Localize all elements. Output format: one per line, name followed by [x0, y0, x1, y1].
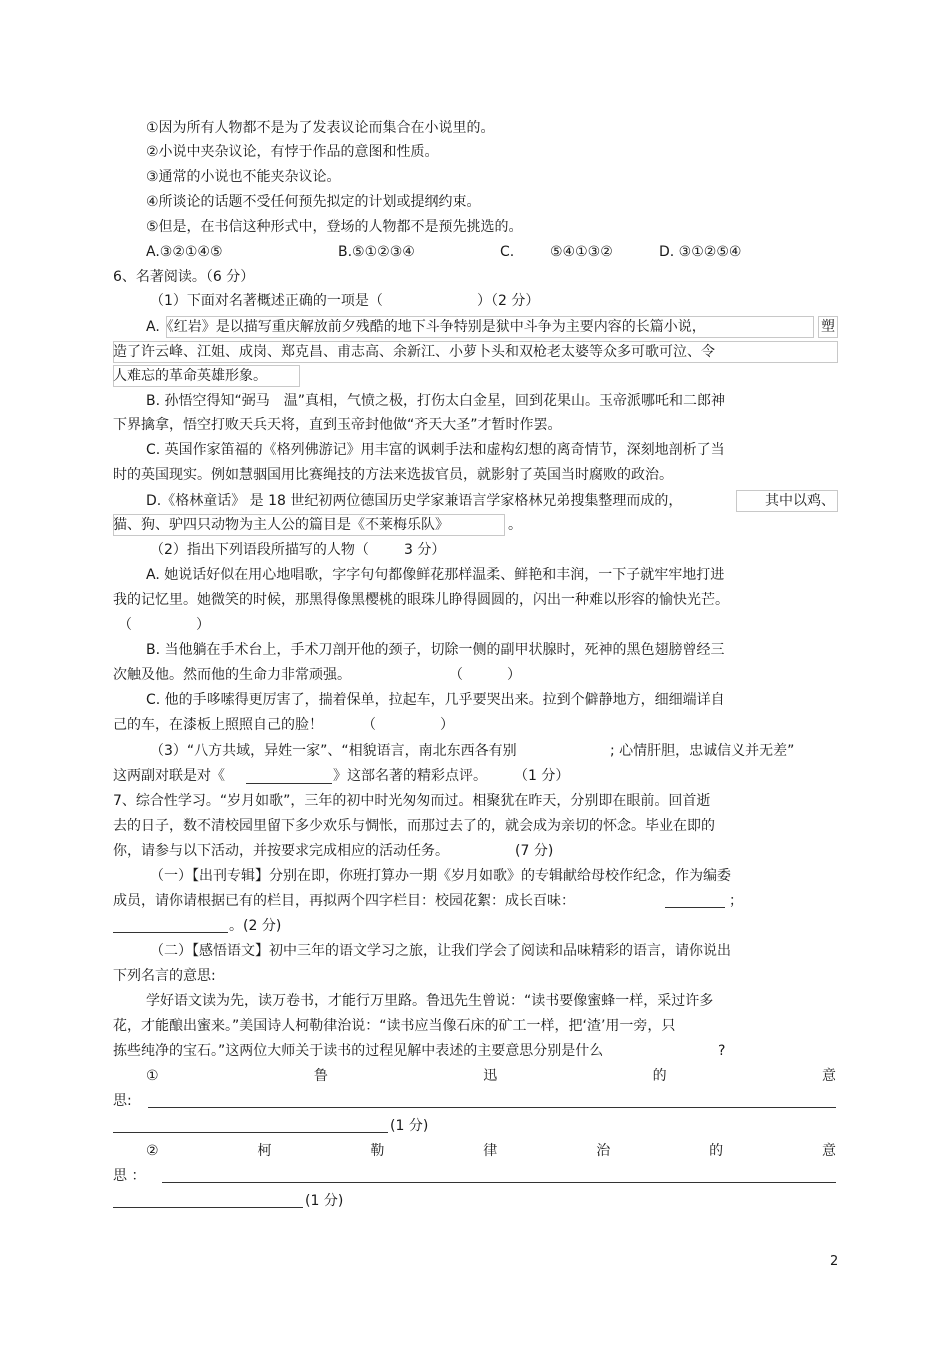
q6-option-b-line2: 下界擒拿，悟空打败天兵天将，直到玉帝封他做“齐天大圣”才暂时作罢。: [113, 417, 562, 433]
q6-passage-c-line1: C. 他的手哆嗦得更厉害了，揣着保单，拉起车，几乎要哭出来。拉到个僻静地方，细细端详自: [146, 692, 725, 708]
luxun-char: 鲁: [313, 1068, 328, 1084]
choice-c: ⑤④①③②: [550, 244, 613, 260]
q6-passage-b-line2: 次触及他。然而他的生命力非常顽强。: [113, 667, 351, 683]
coleridge-score: (1 分): [305, 1193, 344, 1209]
q6-option-b-line1: B. 孙悟空得知“弼马 温”真相，气愤之极，打伤太白金星，回到花果山。玉帝派哪吒和二郎神: [146, 393, 726, 409]
coleridge-answer-line-1[interactable]: [162, 1182, 836, 1183]
q6-option-a-line3: 人难忘的革命英雄形象。: [113, 368, 267, 384]
coleridge-char: 的: [709, 1143, 724, 1159]
q6-option-d-tail: 其中以鸡、: [765, 493, 835, 509]
question-mark: ?: [718, 1043, 726, 1059]
luxun-label-row: [146, 1067, 836, 1085]
q6-option-a-tail: 塑: [821, 319, 835, 335]
answer-paren-b-close: ）: [507, 667, 521, 683]
coleridge-char: ②: [146, 1143, 159, 1159]
q6-sub3-line2: 这两副对联是对《: [113, 768, 225, 784]
answer-paren-a-open: （: [118, 617, 132, 633]
q7-intro-line2: 去的日子，数不清校园里留下多少欢乐与惆怅，而那过去了的，就会成为亲切的怀念。毕业在即的: [113, 818, 715, 834]
coleridge-label-row: [146, 1142, 836, 1160]
q6-sub1-end: ）（2 分）: [477, 293, 540, 309]
coleridge-char: 柯: [257, 1143, 272, 1159]
option-2: ②小说中夹杂议论，有悖于作品的意图和性质。: [146, 144, 439, 160]
coleridge-char: 律: [483, 1143, 498, 1159]
choice-b: B.⑤①②③④: [338, 244, 415, 260]
q6-passage-a-line2: 我的记忆里。她微笑的时候，那黑得像黑樱桃的眼珠儿睁得圆圆的，闪出一种难以形容的愉快光芒。: [113, 592, 729, 608]
q7-quote-line2: 花，才能酿出蜜来。”美国诗人柯勒律治说：“读书应当像石床的矿工一样，把‘渣’用一旁，只: [113, 1018, 676, 1034]
q6-sub3-tail: ; 心情肝胆，忠诚信义并无差”: [610, 743, 795, 759]
option-4: ④所谈论的话题不受任何预先拟定的计划或提纲约束。: [146, 194, 481, 210]
coleridge-char: 勒: [370, 1143, 385, 1159]
option-3: ③通常的小说也不能夹杂议论。: [146, 169, 341, 185]
semicolon: ；: [729, 893, 743, 909]
q7-intro-line1: 7、综合性学习。“岁月如歌”，三年的初中时光匆匆而过。相聚犹在昨天，分别即在眼前。回首逝: [113, 793, 711, 809]
luxun-char: ①: [146, 1068, 159, 1084]
coleridge-label-end: 思 ：: [113, 1168, 146, 1184]
q6-passage-c-line2: 己的车，在漆板上照照自己的脸！: [113, 717, 323, 733]
q6-option-c-line1: C. 英国作家笛福的《格列佛游记》用丰富的讽刺手法和虚构幻想的离奇情节，深刻地剖析了当: [146, 442, 725, 458]
answer-paren-b-open: （: [449, 667, 463, 683]
q6-passage-a-line1: A. 她说话好似在用心地唱歌，字字句句都像鲜花那样温柔、鲜艳和丰润，一下子就牢牢地打进: [146, 567, 725, 583]
option-5: ⑤但是，在书信这种形式中，登场的人物都不是预先挑选的。: [146, 219, 523, 235]
q6-option-c-line2: 时的英国现实。例如慧骃国用比赛绳技的方法来选拔官员，就影射了英国当时腐败的政治。: [113, 467, 673, 483]
luxun-char: 的: [652, 1068, 667, 1084]
luxun-answer-line-1[interactable]: [148, 1107, 836, 1108]
coleridge-answer-line-2[interactable]: [113, 1207, 303, 1208]
q7-quote-line1: 学好语文读为先，读万卷书，才能行万里路。鲁迅先生曾说：“读书要像蜜蜂一样，采过许多: [146, 993, 714, 1009]
answer-paren-a-close: ）: [196, 617, 210, 633]
luxun-label-end: 思:: [113, 1093, 132, 1109]
q6-sub2-score: 3 分）: [404, 542, 446, 558]
choice-d: D. ③①②⑤④: [659, 244, 742, 260]
q7-part2-line2: 下列名言的意思:: [113, 968, 216, 984]
book-title-blank[interactable]: [246, 783, 332, 784]
choice-c-label: C.: [500, 244, 515, 260]
q6-passage-b-line1: B. 当他躺在手术台上，手术刀剖开他的颈子，切除一侧的副甲状腺时，死神的黑色翅膀曾经三: [146, 642, 725, 658]
q6-sub3-score: （1 分）: [514, 768, 570, 784]
q7-part1-line2: 成员，请你请根据已有的栏目，再拟两个四字栏目：校园花絮：成长百味：: [113, 893, 575, 909]
option-1: ①因为所有人物都不是为了发表议论而集合在小说里的。: [146, 120, 495, 136]
q7-part1-score: 。(2 分): [229, 918, 282, 934]
coleridge-char: 意: [822, 1143, 836, 1159]
q6-title: 6、名著阅读。（6 分）: [113, 269, 255, 285]
q6-option-a-line2: 造了许云峰、江姐、成岗、郑克昌、甫志高、余新江、小萝卜头和双枪老太婆等众多可歌可泣、令: [113, 344, 715, 360]
luxun-char: 迅: [483, 1068, 498, 1084]
coleridge-char: 治: [596, 1143, 611, 1159]
luxun-char: 意: [822, 1068, 836, 1084]
choice-a: A.③②①④⑤: [146, 244, 223, 260]
page-number: 2: [830, 1254, 839, 1269]
q6-option-a-line1: A.《红岩》是以描写重庆解放前夕残酷的地下斗争特别是狱中斗争为主要内容的长篇小说，: [146, 319, 706, 335]
q7-part1-line1: （一）【出刊专辑】分别在即，你班打算办一期《岁月如歌》的专辑献给母校作纪念，作为编委: [150, 868, 731, 884]
q6-option-d-end: 。: [508, 517, 522, 533]
q7-score: (7 分): [515, 843, 554, 859]
q6-sub3: （3）“八方共域，异姓一家”、“相貌语言，南北东西各有别: [150, 743, 517, 759]
column-blank-2[interactable]: [113, 932, 228, 933]
luxun-score: (1 分): [390, 1118, 429, 1134]
luxun-answer-line-2[interactable]: [113, 1132, 388, 1133]
q7-intro-line3: 你，请参与以下活动，并按要求完成相应的活动任务。: [113, 843, 449, 859]
answer-paren-c-close: ）: [440, 717, 454, 733]
column-blank-1[interactable]: [665, 907, 725, 908]
q7-quote-line3: 拣些纯净的宝石。”这两位大师关于读书的过程见解中表述的主要意思分别是什么: [113, 1043, 604, 1059]
q7-part2-line1: （二）【感悟语文】初中三年的语文学习之旅，让我们学会了阅读和品味精彩的语言，请你说出: [150, 943, 731, 959]
q6-option-d-line1: D.《格林童话》 是 18 世纪初两位德国历史学家兼语言学家格林兄弟搜集整理而成的，: [146, 493, 683, 509]
answer-paren-c-open: （: [362, 717, 376, 733]
q6-sub2: （2）指出下列语段所描写的人物（: [150, 542, 369, 558]
q6-sub1: （1）下面对名著概述正确的一项是（: [150, 293, 383, 309]
q6-sub3-line2-end: 》这部名著的精彩点评。: [333, 768, 487, 784]
q6-option-d-line2: 猫、狗、驴四只动物为主人公的篇目是《不莱梅乐队》: [113, 517, 449, 533]
